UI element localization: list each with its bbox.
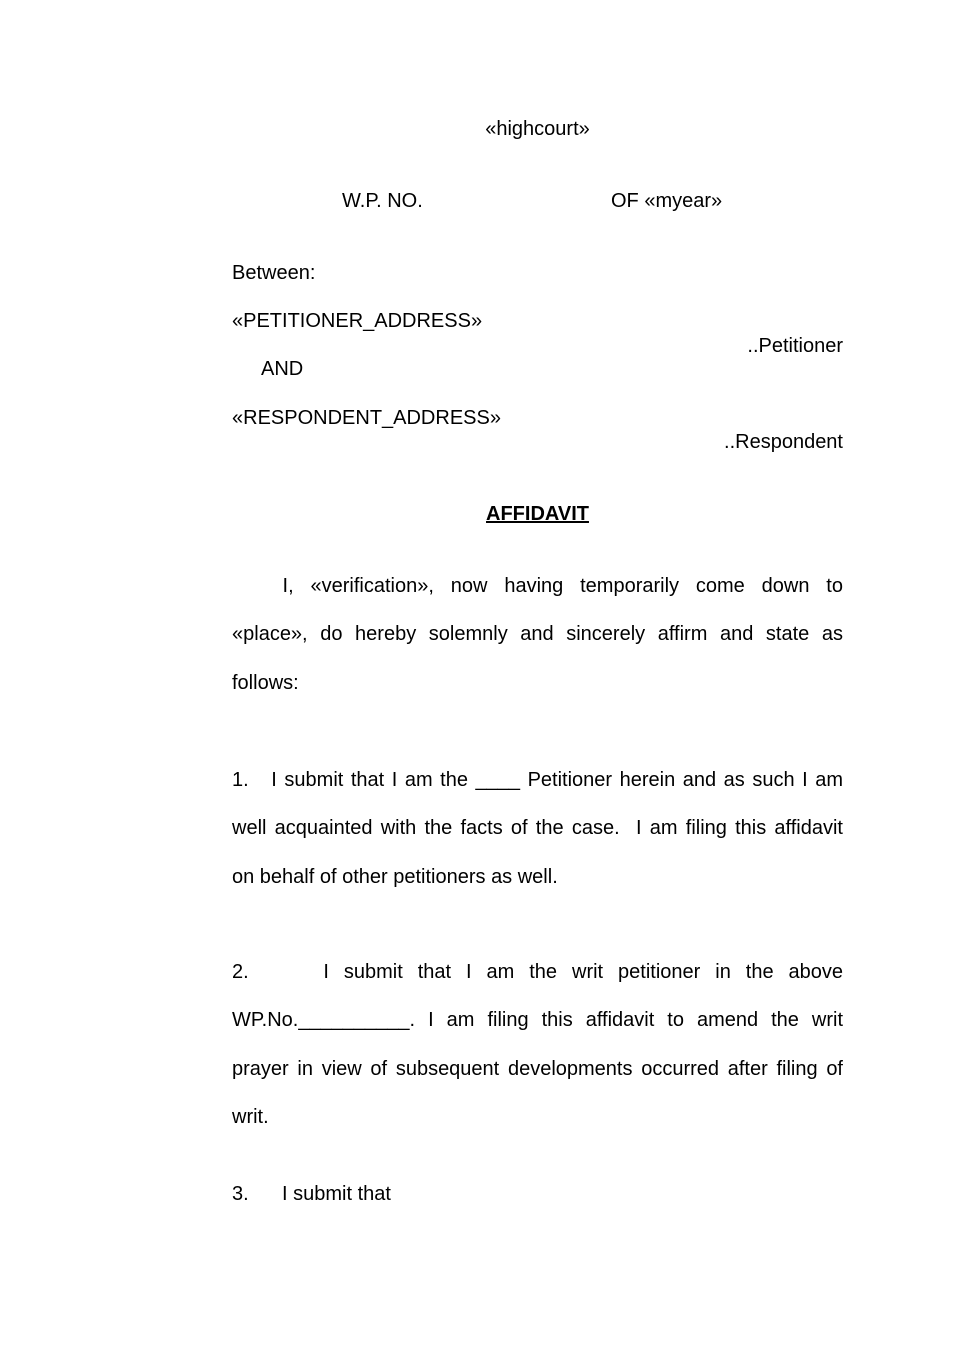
paragraph-1 [232, 756, 843, 901]
paragraph-2 [232, 948, 843, 1141]
intro-line: follows: [232, 671, 299, 694]
affidavit-title: AFFIDAVIT [486, 503, 589, 525]
paragraph-line: 1. I submit that I am the ____ Petitioner herein and as such I am [232, 769, 843, 791]
court-name: «highcourt» [485, 118, 590, 140]
paragraph-line: well acquainted with the facts of the case. I am filing this affidavit [232, 817, 843, 840]
paragraph-line: 3. I submit that [232, 1183, 391, 1205]
respondent-address: «RESPONDENT_ADDRESS» [232, 407, 501, 429]
paragraph-3 [232, 1170, 843, 1218]
case-year: OF «myear» [611, 190, 723, 212]
paragraph-line: prayer in view of subsequent developments occurred after filing of [232, 1057, 843, 1080]
intro-line: «place», do hereby solemnly and sincerely affirm and state as [232, 623, 843, 646]
paragraph-line: on behalf of other petitioners as well. [232, 865, 558, 888]
and-label: AND [261, 358, 304, 380]
paragraph-line: writ. [232, 1105, 269, 1128]
petitioner-address: «PETITIONER_ADDRESS» [232, 310, 483, 332]
between-label: Between: [232, 262, 316, 284]
petitioner-role: ..Petitioner [747, 335, 843, 357]
intro-paragraph [232, 562, 843, 707]
intro-line: I, «verification», now having temporarily come down to [232, 575, 843, 597]
wp-no-label: W.P. NO. [342, 190, 423, 212]
respondent-role: ..Respondent [724, 431, 843, 453]
paragraph-line: 2. I submit that I am the writ petitioner in the above [232, 961, 843, 983]
paragraph-line: WP.No.__________. I am filing this affidavit to amend the writ [232, 1009, 843, 1032]
